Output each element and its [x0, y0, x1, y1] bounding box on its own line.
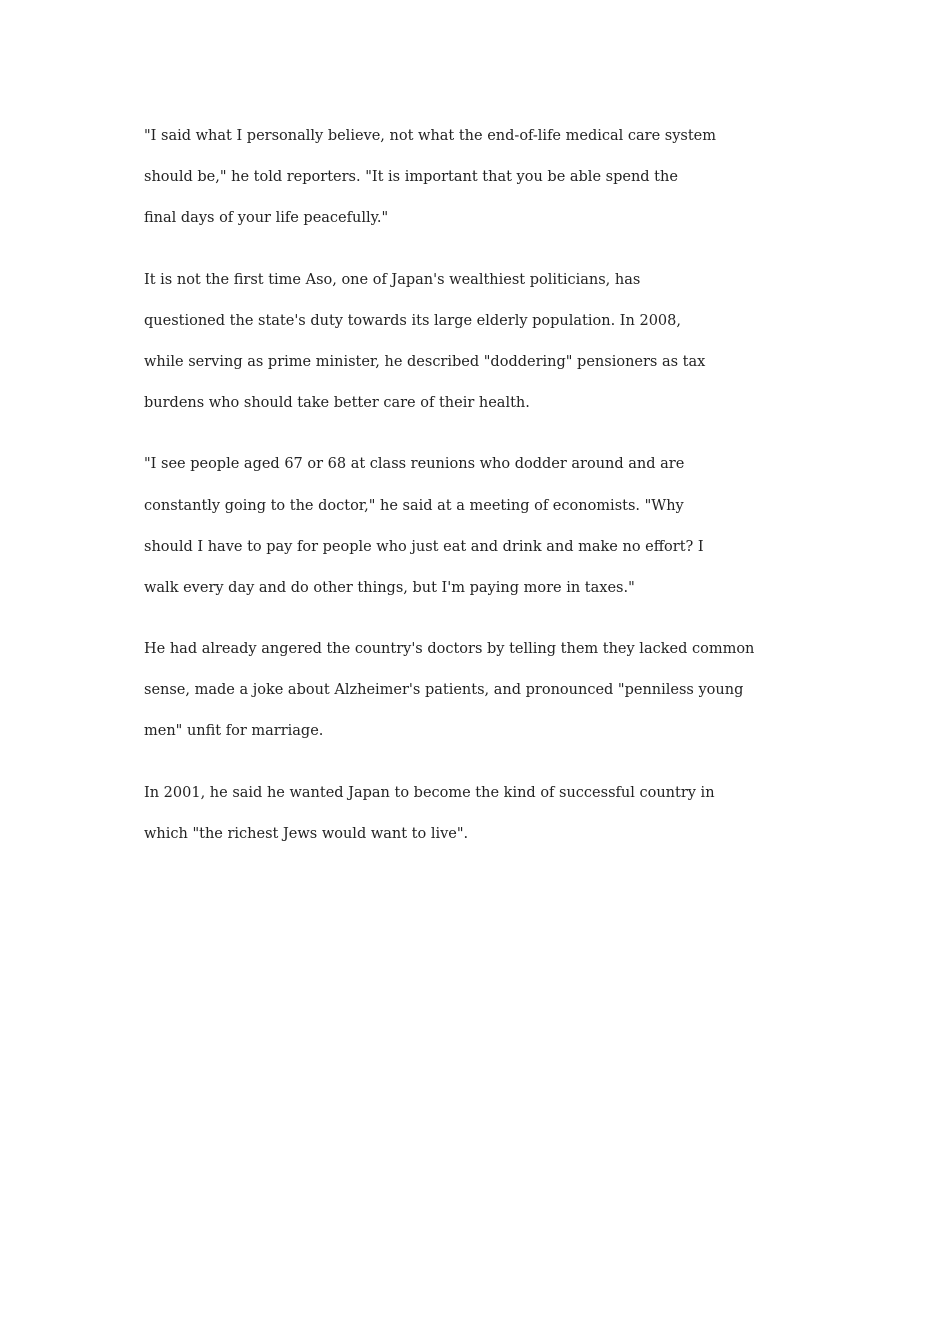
paragraph-1	[144, 116, 824, 240]
text-line: should I have to pay for people who just eat and drink and make no effort? I	[144, 538, 704, 555]
text-line: questioned the state's duty towards its large elderly population. In 2008,	[144, 312, 681, 329]
text-line: burdens who should take better care of their health.	[144, 395, 530, 412]
text-line: He had already angered the country's doctors by telling them they lacked common	[144, 641, 755, 658]
text-line: "I see people aged 67 or 68 at class reunions who dodder around and are	[144, 456, 685, 473]
text-line: "I said what I personally believe, not what the end-of-life medical care system	[144, 128, 717, 144]
paragraph-3	[144, 444, 824, 609]
article-body	[144, 116, 824, 875]
text-line: constantly going to the doctor," he said at a meeting of economists. "Why	[144, 497, 684, 514]
text-line: It is not the first time Aso, one of Japan's wealthiest politicians, has	[144, 271, 641, 288]
paragraph-4	[144, 629, 824, 753]
text-line: walk every day and do other things, but I'm paying more in taxes."	[144, 579, 635, 596]
text-line: men" unfit for marriage.	[144, 723, 324, 740]
text-line: sense, made a joke about Alzheimer's patients, and pronounced "penniless young	[144, 682, 744, 699]
text-line: which "the richest Jews would want to live".	[144, 825, 469, 842]
text-line: should be," he told reporters. "It is important that you be able spend the	[144, 169, 678, 186]
paragraph-2	[144, 260, 824, 425]
text-line: final days of your life peacefully."	[144, 210, 389, 227]
paragraph-5	[144, 773, 824, 855]
text-line: In 2001, he said he wanted Japan to become the kind of successful country in	[144, 784, 715, 801]
text-line: while serving as prime minister, he described "doddering" pensioners as tax	[144, 353, 706, 370]
